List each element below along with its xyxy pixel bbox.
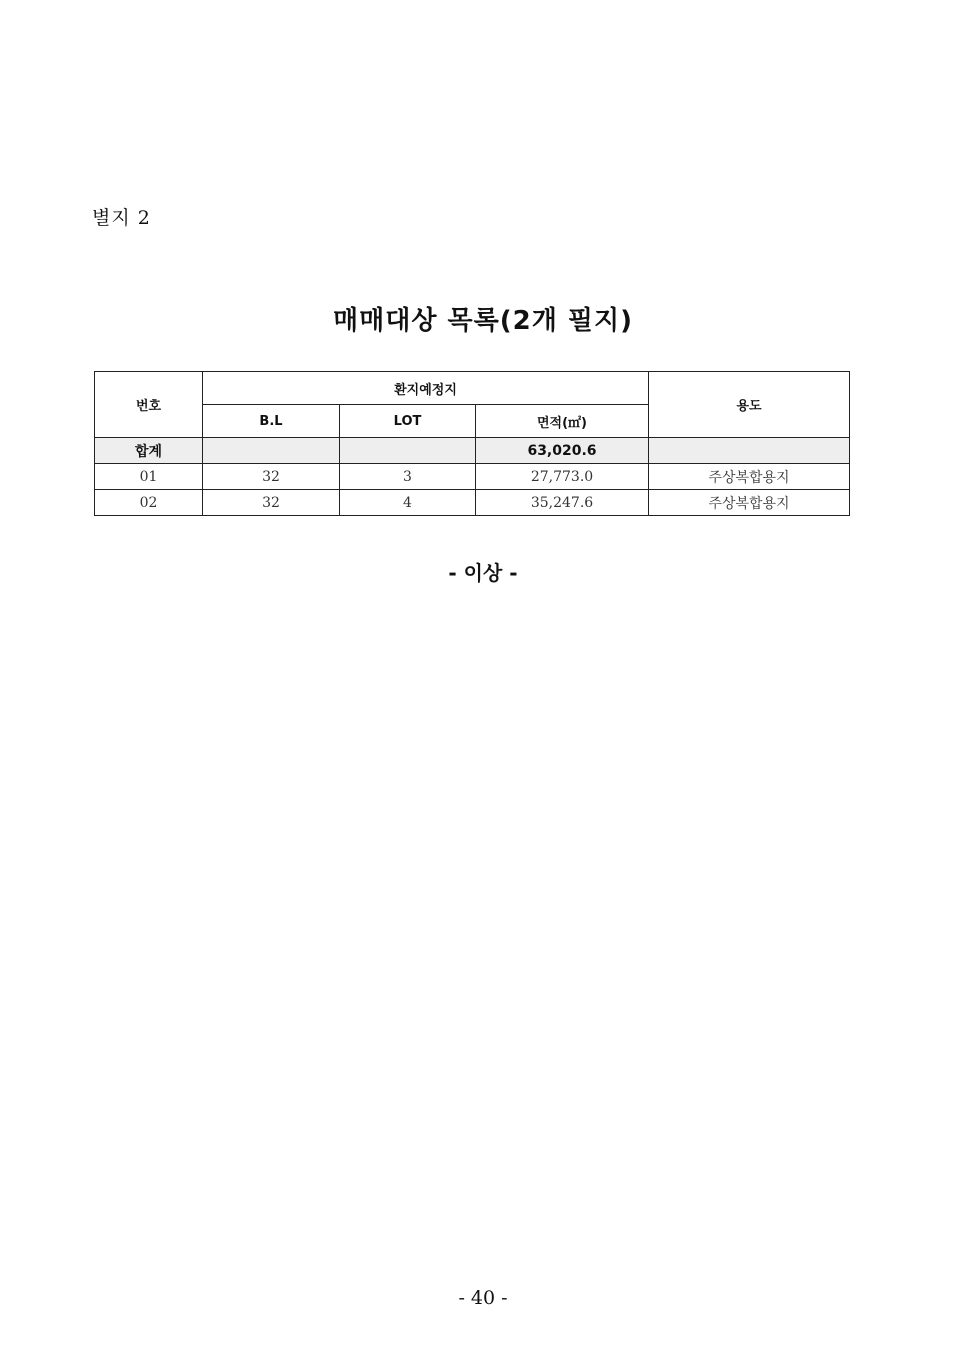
- row-number: 01: [95, 464, 203, 490]
- header-lot: LOT: [340, 405, 476, 438]
- header-planned-site: 환지예정지: [203, 372, 649, 405]
- document-title: 매매대상 목록(2개 필지): [332, 306, 633, 336]
- total-area: 63,020.6: [476, 438, 649, 464]
- row-use: 주상복합용지: [649, 490, 850, 516]
- header-number: 번호: [95, 372, 203, 438]
- table-header-row: [95, 372, 850, 405]
- total-use: [649, 438, 850, 464]
- row-lot: 4: [340, 490, 476, 516]
- page-number: - 40 -: [458, 1287, 508, 1309]
- row-lot: 3: [340, 464, 476, 490]
- header-use: 용도: [649, 372, 850, 438]
- table-row: [95, 464, 850, 490]
- row-area: 35,247.6: [476, 490, 649, 516]
- total-bl: [203, 438, 340, 464]
- row-area: 27,773.0: [476, 464, 649, 490]
- total-lot: [340, 438, 476, 464]
- parcel-table: [94, 371, 850, 516]
- row-use: 주상복합용지: [649, 464, 850, 490]
- row-number: 02: [95, 490, 203, 516]
- row-bl: 32: [203, 464, 340, 490]
- total-label: 합계: [95, 438, 203, 464]
- attachment-label: 별지 2: [92, 207, 151, 229]
- row-bl: 32: [203, 490, 340, 516]
- header-area: 면적(㎡): [476, 405, 649, 438]
- end-mark: - 이상 -: [448, 561, 518, 585]
- table-row: [95, 490, 850, 516]
- header-bl: B.L: [203, 405, 340, 438]
- total-row: [95, 438, 850, 464]
